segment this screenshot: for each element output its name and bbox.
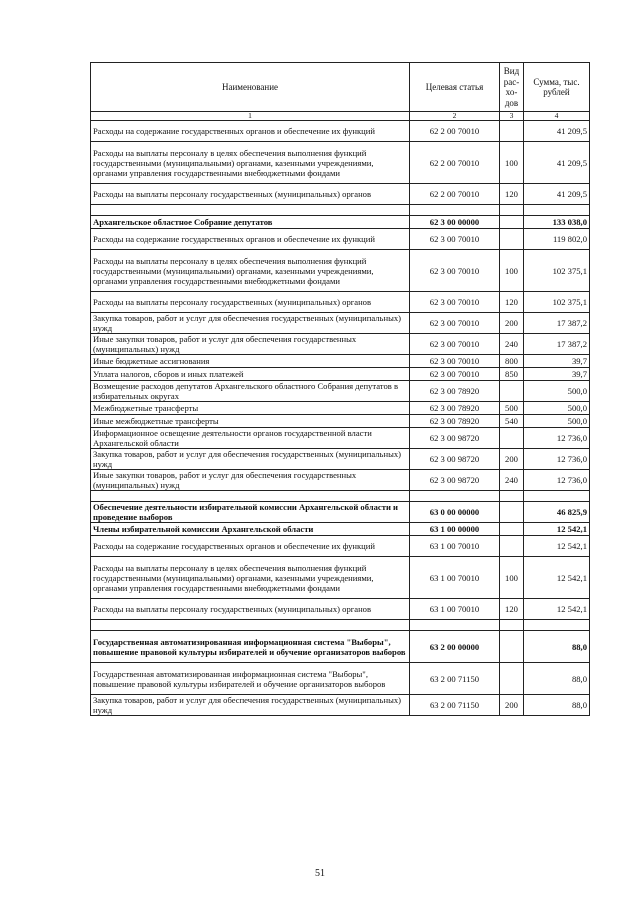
sum-cell: 12 542,1 [524, 599, 590, 620]
budget-table-body [91, 63, 590, 716]
expense-type-cell: 240 [500, 334, 524, 355]
expense-type-cell: 200 [500, 449, 524, 470]
sum-cell: 41 209,5 [524, 142, 590, 184]
table-row [91, 536, 590, 557]
table-row [91, 523, 590, 536]
spacer-row [91, 205, 590, 216]
name-cell: Расходы на выплаты персоналу государственных (муниципальных) органов [91, 599, 410, 620]
name-cell: Архангельское областное Собрание депутатов [91, 216, 410, 229]
spacer-row [91, 491, 590, 502]
sum-cell: 133 038,0 [524, 216, 590, 229]
table-row [91, 402, 590, 415]
expense-type-cell: 120 [500, 292, 524, 313]
table-row [91, 470, 590, 491]
header-number-1: 1 [91, 112, 410, 121]
spacer-cell [500, 620, 524, 631]
target-article-cell: 62 3 00 00000 [410, 216, 500, 229]
name-cell: Иные бюджетные ассигнования [91, 355, 410, 368]
name-cell: Расходы на выплаты персоналу государственных (муниципальных) органов [91, 292, 410, 313]
name-cell: Расходы на содержание государственных органов и обеспечение их функций [91, 121, 410, 142]
target-article-cell: 63 1 00 70010 [410, 536, 500, 557]
name-cell: Закупка товаров, работ и услуг для обеспечения государственных (муниципальных) нужд [91, 695, 410, 716]
sum-cell: 500,0 [524, 381, 590, 402]
expense-type-cell: 100 [500, 557, 524, 599]
table-row [91, 663, 590, 695]
expense-type-cell: 200 [500, 695, 524, 716]
spacer-cell [524, 205, 590, 216]
table-row [91, 695, 590, 716]
target-article-cell: 63 1 00 70010 [410, 557, 500, 599]
spacer-cell [500, 491, 524, 502]
expense-type-cell [500, 502, 524, 523]
expense-type-cell: 500 [500, 402, 524, 415]
table-row [91, 415, 590, 428]
expense-type-cell: 850 [500, 368, 524, 381]
sum-cell: 12 736,0 [524, 470, 590, 491]
expense-type-cell [500, 536, 524, 557]
sum-cell: 12 542,1 [524, 523, 590, 536]
name-cell: Обеспечение деятельности избирательной комиссии Архангельской области и проведение выборов [91, 502, 410, 523]
name-cell: Члены избирательной комиссии Архангельской области [91, 523, 410, 536]
table-row [91, 428, 590, 449]
table-row [91, 381, 590, 402]
sum-cell: 102 375,1 [524, 292, 590, 313]
table-row [91, 216, 590, 229]
name-cell: Расходы на содержание государственных органов и обеспечение их функций [91, 536, 410, 557]
header-number-row [91, 112, 590, 121]
table-row [91, 313, 590, 334]
expense-type-cell: 120 [500, 184, 524, 205]
expense-type-cell [500, 381, 524, 402]
sum-cell: 39,7 [524, 355, 590, 368]
name-cell: Иные закупки товаров, работ и услуг для обеспечения государственных (муниципальных) нужд [91, 334, 410, 355]
target-article-cell: 63 2 00 71150 [410, 663, 500, 695]
name-cell: Расходы на выплаты персоналу государственных (муниципальных) органов [91, 184, 410, 205]
target-article-cell: 62 3 00 70010 [410, 313, 500, 334]
target-article-cell: 62 3 00 78920 [410, 402, 500, 415]
table-row [91, 368, 590, 381]
table-row [91, 355, 590, 368]
sum-cell: 88,0 [524, 663, 590, 695]
name-cell: Расходы на выплаты персоналу в целях обеспечения выполнения функций государственными (муниципальными) органами, казенными учреждениями, органами управления государственными внебюджетными фондами [91, 250, 410, 292]
name-cell: Возмещение расходов депутатов Архангельского областного Собрания депутатов в избирательных округах [91, 381, 410, 402]
target-article-cell: 63 2 00 00000 [410, 631, 500, 663]
header-target-article: Целевая статья [410, 63, 500, 112]
expense-type-cell [500, 428, 524, 449]
spacer-cell [91, 205, 410, 216]
target-article-cell: 62 3 00 70010 [410, 229, 500, 250]
expense-type-cell: 100 [500, 142, 524, 184]
name-cell: Межбюджетные трансферты [91, 402, 410, 415]
name-cell: Закупка товаров, работ и услуг для обеспечения государственных (муниципальных) нужд [91, 313, 410, 334]
sum-cell: 12 736,0 [524, 449, 590, 470]
table-row [91, 142, 590, 184]
target-article-cell: 62 3 00 98720 [410, 470, 500, 491]
table-row [91, 229, 590, 250]
header-name: Наименование [91, 63, 410, 112]
target-article-cell: 62 3 00 98720 [410, 428, 500, 449]
target-article-cell: 62 3 00 78920 [410, 415, 500, 428]
table-row [91, 502, 590, 523]
expense-type-cell [500, 216, 524, 229]
target-article-cell: 62 3 00 70010 [410, 250, 500, 292]
spacer-cell [500, 205, 524, 216]
sum-cell: 17 387,2 [524, 313, 590, 334]
target-article-cell: 62 3 00 78920 [410, 381, 500, 402]
name-cell: Расходы на выплаты персоналу в целях обеспечения выполнения функций государственными (муниципальными) органами, казенными учреждениями, органами управления государственными внебюджетными фондами [91, 142, 410, 184]
sum-cell: 12 542,1 [524, 557, 590, 599]
name-cell: Государственная автоматизированная информационная система "Выборы", повышение правовой культуры избирателей и обучение организаторов выборов [91, 631, 410, 663]
sum-cell: 88,0 [524, 631, 590, 663]
spacer-cell [410, 205, 500, 216]
header-number-2: 2 [410, 112, 500, 121]
target-article-cell: 62 2 00 70010 [410, 184, 500, 205]
header-sum: Сумма, тыс. рублей [524, 63, 590, 112]
target-article-cell: 62 2 00 70010 [410, 121, 500, 142]
spacer-row [91, 620, 590, 631]
name-cell: Информационное освещение деятельности органов государственной власти Архангельской области [91, 428, 410, 449]
sum-cell: 46 825,9 [524, 502, 590, 523]
expense-type-cell: 800 [500, 355, 524, 368]
spacer-cell [410, 620, 500, 631]
spacer-cell [524, 491, 590, 502]
table-row [91, 184, 590, 205]
name-cell: Государственная автоматизированная информационная система "Выборы", повышение правовой культуры избирателей и обучение организаторов выборов [91, 663, 410, 695]
expense-type-cell [500, 523, 524, 536]
sum-cell: 39,7 [524, 368, 590, 381]
spacer-cell [410, 491, 500, 502]
sum-cell: 500,0 [524, 402, 590, 415]
table-row [91, 292, 590, 313]
table-row [91, 557, 590, 599]
expense-type-cell [500, 121, 524, 142]
header-row [91, 63, 590, 112]
name-cell: Иные закупки товаров, работ и услуг для обеспечения государственных (муниципальных) нужд [91, 470, 410, 491]
sum-cell: 102 375,1 [524, 250, 590, 292]
sum-cell: 500,0 [524, 415, 590, 428]
table-row [91, 599, 590, 620]
spacer-cell [91, 620, 410, 631]
name-cell: Расходы на выплаты персоналу в целях обеспечения выполнения функций государственными (муниципальными) органами, казенными учреждениями, органами управления государственными внебюджетными фондами [91, 557, 410, 599]
target-article-cell: 63 1 00 00000 [410, 523, 500, 536]
header-expense-type: Вид рас-хо-дов [500, 63, 524, 112]
header-number-4: 4 [524, 112, 590, 121]
table-row [91, 334, 590, 355]
target-article-cell: 62 3 00 70010 [410, 292, 500, 313]
spacer-cell [524, 620, 590, 631]
expense-type-cell [500, 229, 524, 250]
target-article-cell: 62 3 00 70010 [410, 355, 500, 368]
name-cell: Закупка товаров, работ и услуг для обеспечения государственных (муниципальных) нужд [91, 449, 410, 470]
table-row [91, 631, 590, 663]
target-article-cell: 63 0 00 00000 [410, 502, 500, 523]
spacer-cell [91, 491, 410, 502]
sum-cell: 17 387,2 [524, 334, 590, 355]
expense-type-cell [500, 663, 524, 695]
target-article-cell: 62 3 00 98720 [410, 449, 500, 470]
target-article-cell: 63 1 00 70010 [410, 599, 500, 620]
sum-cell: 88,0 [524, 695, 590, 716]
expense-type-cell: 240 [500, 470, 524, 491]
target-article-cell: 62 3 00 70010 [410, 334, 500, 355]
target-article-cell: 63 2 00 71150 [410, 695, 500, 716]
page-number: 51 [315, 868, 325, 879]
table-row [91, 121, 590, 142]
budget-table [90, 62, 590, 716]
sum-cell: 12 542,1 [524, 536, 590, 557]
expense-type-cell: 120 [500, 599, 524, 620]
expense-type-cell [500, 631, 524, 663]
sum-cell: 12 736,0 [524, 428, 590, 449]
target-article-cell: 62 2 00 70010 [410, 142, 500, 184]
expense-type-cell: 100 [500, 250, 524, 292]
target-article-cell: 62 3 00 70010 [410, 368, 500, 381]
expense-type-cell: 200 [500, 313, 524, 334]
name-cell: Уплата налогов, сборов и иных платежей [91, 368, 410, 381]
expense-type-cell: 540 [500, 415, 524, 428]
name-cell: Расходы на содержание государственных органов и обеспечение их функций [91, 229, 410, 250]
sum-cell: 41 209,5 [524, 184, 590, 205]
table-row [91, 449, 590, 470]
sum-cell: 41 209,5 [524, 121, 590, 142]
table-row [91, 250, 590, 292]
sum-cell: 119 802,0 [524, 229, 590, 250]
header-number-3: 3 [500, 112, 524, 121]
name-cell: Иные межбюджетные трансферты [91, 415, 410, 428]
